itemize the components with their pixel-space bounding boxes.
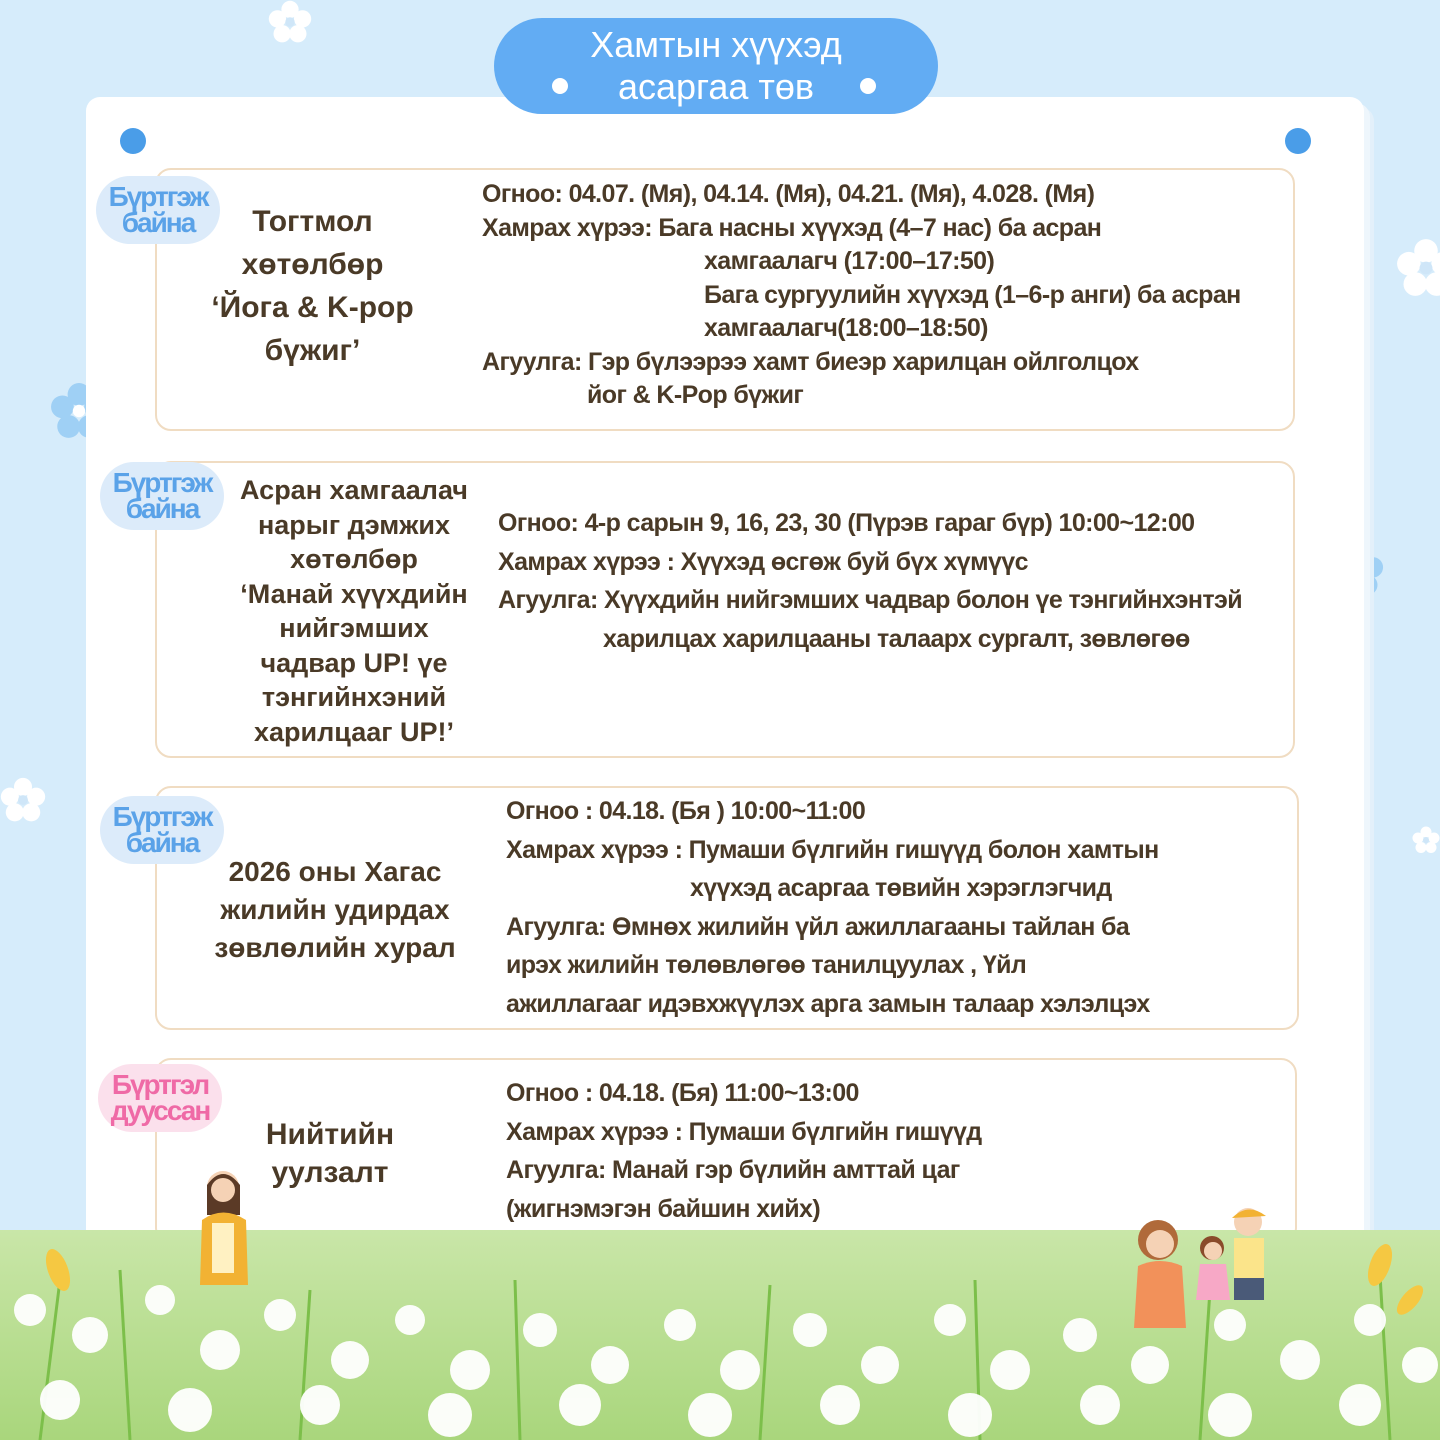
program-title-line: нийгэмших [279, 613, 429, 643]
program-title-line: жилийн удирдах [220, 894, 450, 925]
status-badge-line1: Бүртгэж [108, 181, 208, 212]
info-date: Огноо : 04.18. (Бя) 11:00~13:00 [506, 1079, 859, 1107]
status-badge-line1: Бүртгэж [112, 801, 212, 832]
program-title-line: ‘Йога & K-pop [211, 291, 414, 324]
header-title-line1: Хамтын хүүхэд [590, 24, 842, 65]
info-target-cont: хамгаалагч(18:00–18:50) [704, 314, 988, 342]
info-content: Агуулга: Өмнөх жилийн үйл ажиллагааны тайлан ба [506, 912, 1130, 941]
status-badge-line1: Бүртгэл [111, 1069, 209, 1100]
header-title-line2: асаргаа төв [617, 66, 815, 107]
program-title-line: ‘Манай хүүхдийн [240, 578, 468, 609]
program-title-line: уулзалт [271, 1156, 389, 1189]
program-title-line: тэнгийнхэний [261, 682, 447, 712]
info-date: Огноо: 04.07. (Мя), 04.14. (Мя), 04.21. (Мя), 4.028. (Мя) [482, 180, 1095, 208]
flower-icon [262, 0, 318, 44]
program-title-line: хөтөлбөр [241, 248, 384, 281]
program-title-line: Асран хамгаалач [240, 475, 468, 505]
info-content-cont: ажиллагааг идэвхжүүлэх арга замын талаар хэлэлцэх [506, 989, 1150, 1018]
program-title-line: чадвар UP! үе [260, 647, 448, 678]
info-date: Огноо : 04.18. (Бя ) 10:00~11:00 [506, 797, 866, 825]
program-title-line: 2026 оны Хагас [228, 856, 442, 887]
mother-illustration [190, 1165, 260, 1315]
info-content: Агуулга: Хүүхдийн нийгэмших чадвар болон үе тэнгийнхэнтэй [498, 586, 1242, 614]
status-badge [100, 462, 224, 530]
flower-icon [1412, 810, 1440, 870]
pin-dot [1285, 128, 1311, 154]
program-title-line: Тогтмол [252, 205, 373, 238]
info-content-cont: (жигнэмэгэн байшин хийх) [506, 1194, 821, 1223]
status-badge-line2: байна [121, 207, 195, 238]
status-badge-line2: дууссан [110, 1095, 210, 1126]
program-title-line: хөтөлбөр [290, 544, 418, 574]
status-badge [98, 1064, 222, 1132]
info-target: Хамрах хүрээ : Хүүхэд өсгөж буй бүх хүмүүс [498, 547, 1028, 576]
pin-dot [120, 128, 146, 154]
program-info [482, 178, 1241, 413]
info-content-cont: ирэх жилийн төлөвлөгөө танилцуулах , Үйл [506, 951, 1027, 980]
info-target-cont: Бага сургуулийн хүүхэд (1–6-р анги) ба асран [704, 280, 1241, 309]
program-info [506, 792, 1159, 1024]
info-target: Хамрах хүрээ: Бага насны хүүхэд (4–7 нас) ба асран [482, 213, 1102, 242]
program-title [180, 200, 445, 372]
info-target: Хамрах хүрээ : Пумаши бүлгийн гишүүд [506, 1117, 982, 1146]
program-info [506, 1074, 982, 1228]
status-badge-line1: Бүртгэж [112, 467, 212, 498]
info-content: Агуулга: Манай гэр бүлийн амттай цаг [506, 1156, 960, 1184]
info-content-cont: йог & K-Pop бүжиг [587, 381, 804, 409]
program-info [498, 504, 1242, 658]
header-title [494, 18, 938, 114]
program-title [230, 1116, 430, 1192]
info-target-cont: хамгаалагч (17:00–17:50) [704, 247, 995, 275]
program-title [190, 853, 480, 967]
program-title-line: Нийтийн [265, 1118, 395, 1151]
family-illustration [1120, 1200, 1300, 1340]
info-content: Агуулга: Гэр бүлээрээ хамт биеэр харилцан ойлголцох [482, 347, 1139, 376]
info-content-cont: харилцах харилцааны талаарх сургалт, зөвлөгөө [603, 624, 1190, 653]
status-badge-line2: байна [125, 493, 199, 524]
program-title [222, 473, 486, 749]
info-date: Огноо: 4-р сарын 9, 16, 23, 30 (Пүрэв гараг бүр) 10:00~12:00 [498, 509, 1195, 537]
info-target: Хамрах хүрээ : Пумаши бүлгийн гишүүд болон хамтын [506, 835, 1159, 864]
program-title-line: зөвлөлийн хурал [214, 932, 456, 963]
program-title-line: харилцааг UP!’ [254, 716, 454, 747]
flower-icon [0, 765, 46, 835]
program-title-line: бүжиг’ [264, 334, 361, 367]
status-badge-line2: байна [125, 827, 199, 858]
info-target-cont: хүүхэд асаргаа төвийн хэрэглэгчид [690, 874, 1112, 903]
program-title-line: нарыг дэмжих [257, 509, 451, 540]
flower-icon [1396, 238, 1440, 298]
